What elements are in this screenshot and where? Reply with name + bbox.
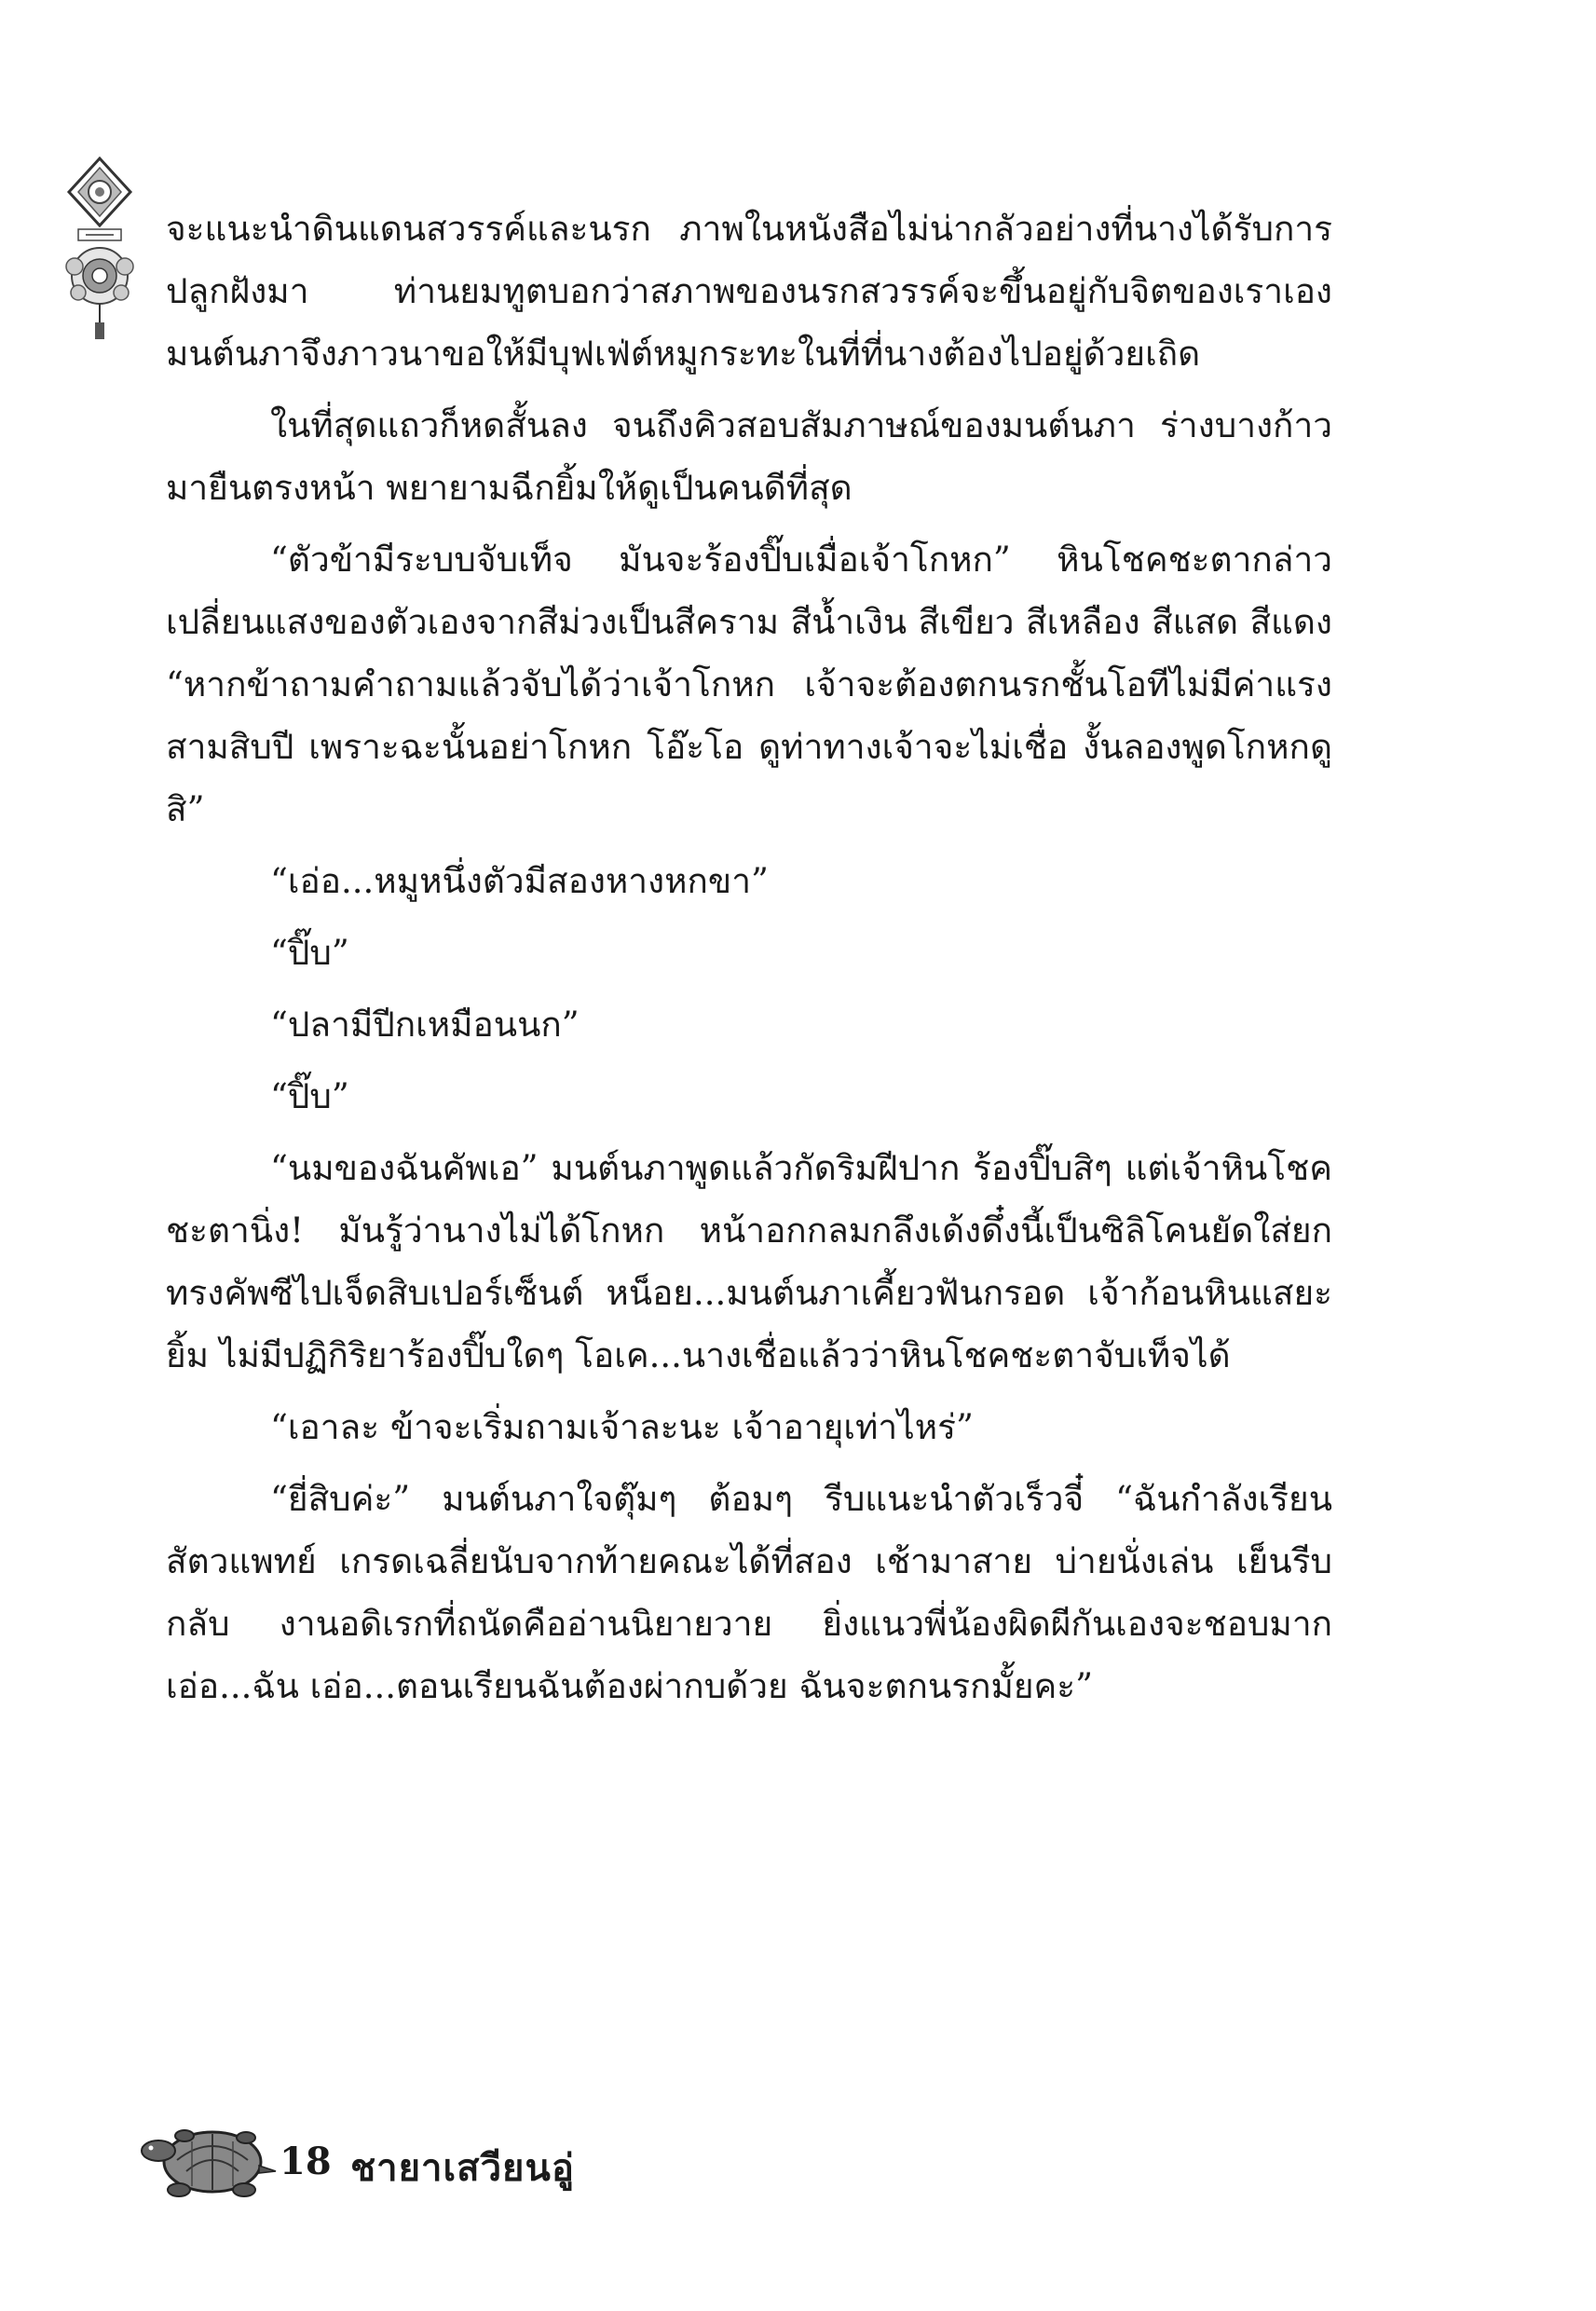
- ornament-emblem-icon: [58, 157, 142, 343]
- paragraph: “ยี่สิบค่ะ” มนต์นภาใจตุ๊มๆ ต้อมๆ รีบแนะนำตัวเร็วจี๋ “ฉันกำลังเรียนสัตวแพทย์ เกรดเฉลี่ยนับจากท้ายคณะได้ที่สอง เช้ามาสาย บ่ายนั่งเล่น เย็นรีบกลับ งานอดิเรกที่ถนัดคืออ่านนิยายวาย ยิ่งแนวพี่น้องผิดผีกันเองจะชอบมาก เอ่อ...ฉัน เอ่อ...ตอนเรียนฉันต้องผ่ากบด้วย ฉันจะตกนรกมั้ยคะ”: [166, 1479, 1332, 1706]
- page-footer: [140, 2113, 699, 2216]
- book-title: ชายาเสวียนอู่: [350, 2146, 575, 2190]
- page-number: 18: [280, 2140, 332, 2183]
- body-text: [166, 198, 1332, 1727]
- paragraph: “เอาละ ข้าจะเริ่มถามเจ้าละนะ เจ้าอายุเท่าไหร่”: [270, 1407, 974, 1447]
- paragraph: “ปิ๊บ”: [270, 1076, 349, 1116]
- paragraph: “ตัวข้ามีระบบจับเท็จ มันจะร้องปิ๊บเมื่อเจ้าโกหก” หินโชคชะตากล่าว เปลี่ยนแสงของตัวเองจากสีม่วงเป็นสีคราม สีน้ำเงิน สีเขียว สีเหลือง สีแสด สีแดง “หากข้าถามคำถามแล้วจับได้ว่าเจ้าโกหก เจ้าจะต้องตกนรกชั้นโอทีไม่มีค่าแรงสามสิบปี เพราะฉะนั้นอย่าโกหก โอ๊ะโอ ดูท่าทางเจ้าจะไม่เชื่อ งั้นลองพูดโกหกดูสิ”: [166, 540, 1332, 829]
- paragraph: “ปลามีปีกเหมือนนก”: [270, 1005, 580, 1045]
- paragraph: “นมของฉันคัพเอ” มนต์นภาพูดแล้วกัดริมฝีปาก ร้องปิ๊บสิๆ แต่เจ้าหินโชคชะตานิ่ง! มันรู้ว่านางไม่ได้โกหก หน้าอกกลมกลึงเด้งดึ๋งนี้เป็นซิลิโคนยัดใส่ยกทรงคัพซีไปเจ็ดสิบเปอร์เซ็นต์ หน็อย...มนต์นภาเคี้ยวฟันกรอด เจ้าก้อนหินแสยะยิ้ม ไม่มีปฏิกิริยาร้องปิ๊บใดๆ โอเค...นางเชื่อแล้วว่าหินโชคชะตาจับเท็จได้: [166, 1148, 1332, 1375]
- paragraph: “เอ่อ...หมูหนึ่งตัวมีสองหางหกขา”: [270, 861, 769, 901]
- paragraph: จะแนะนำดินแดนสวรรค์และนรก ภาพในหนังสือไม่น่ากลัวอย่างที่นางได้รับการปลูกฝังมา ท่านยมทูตบอกว่าสภาพของนรกสวรรค์จะขึ้นอยู่กับจิตของเราเอง มนต์นภาจึงภาวนาขอให้มีบุฟเฟ่ต์หมูกระทะในที่ที่นางต้องไปอยู่ด้วยเถิด: [166, 209, 1332, 374]
- paragraph: ในที่สุดแถวก็หดสั้นลง จนถึงคิวสอบสัมภาษณ์ของมนต์นภา ร่างบางก้าวมายืนตรงหน้า พยายามฉีกยิ้มให้ดูเป็นคนดีที่สุด: [166, 405, 1332, 508]
- turtle-icon: [140, 2113, 280, 2207]
- paragraph: “ปิ๊บ”: [270, 933, 349, 973]
